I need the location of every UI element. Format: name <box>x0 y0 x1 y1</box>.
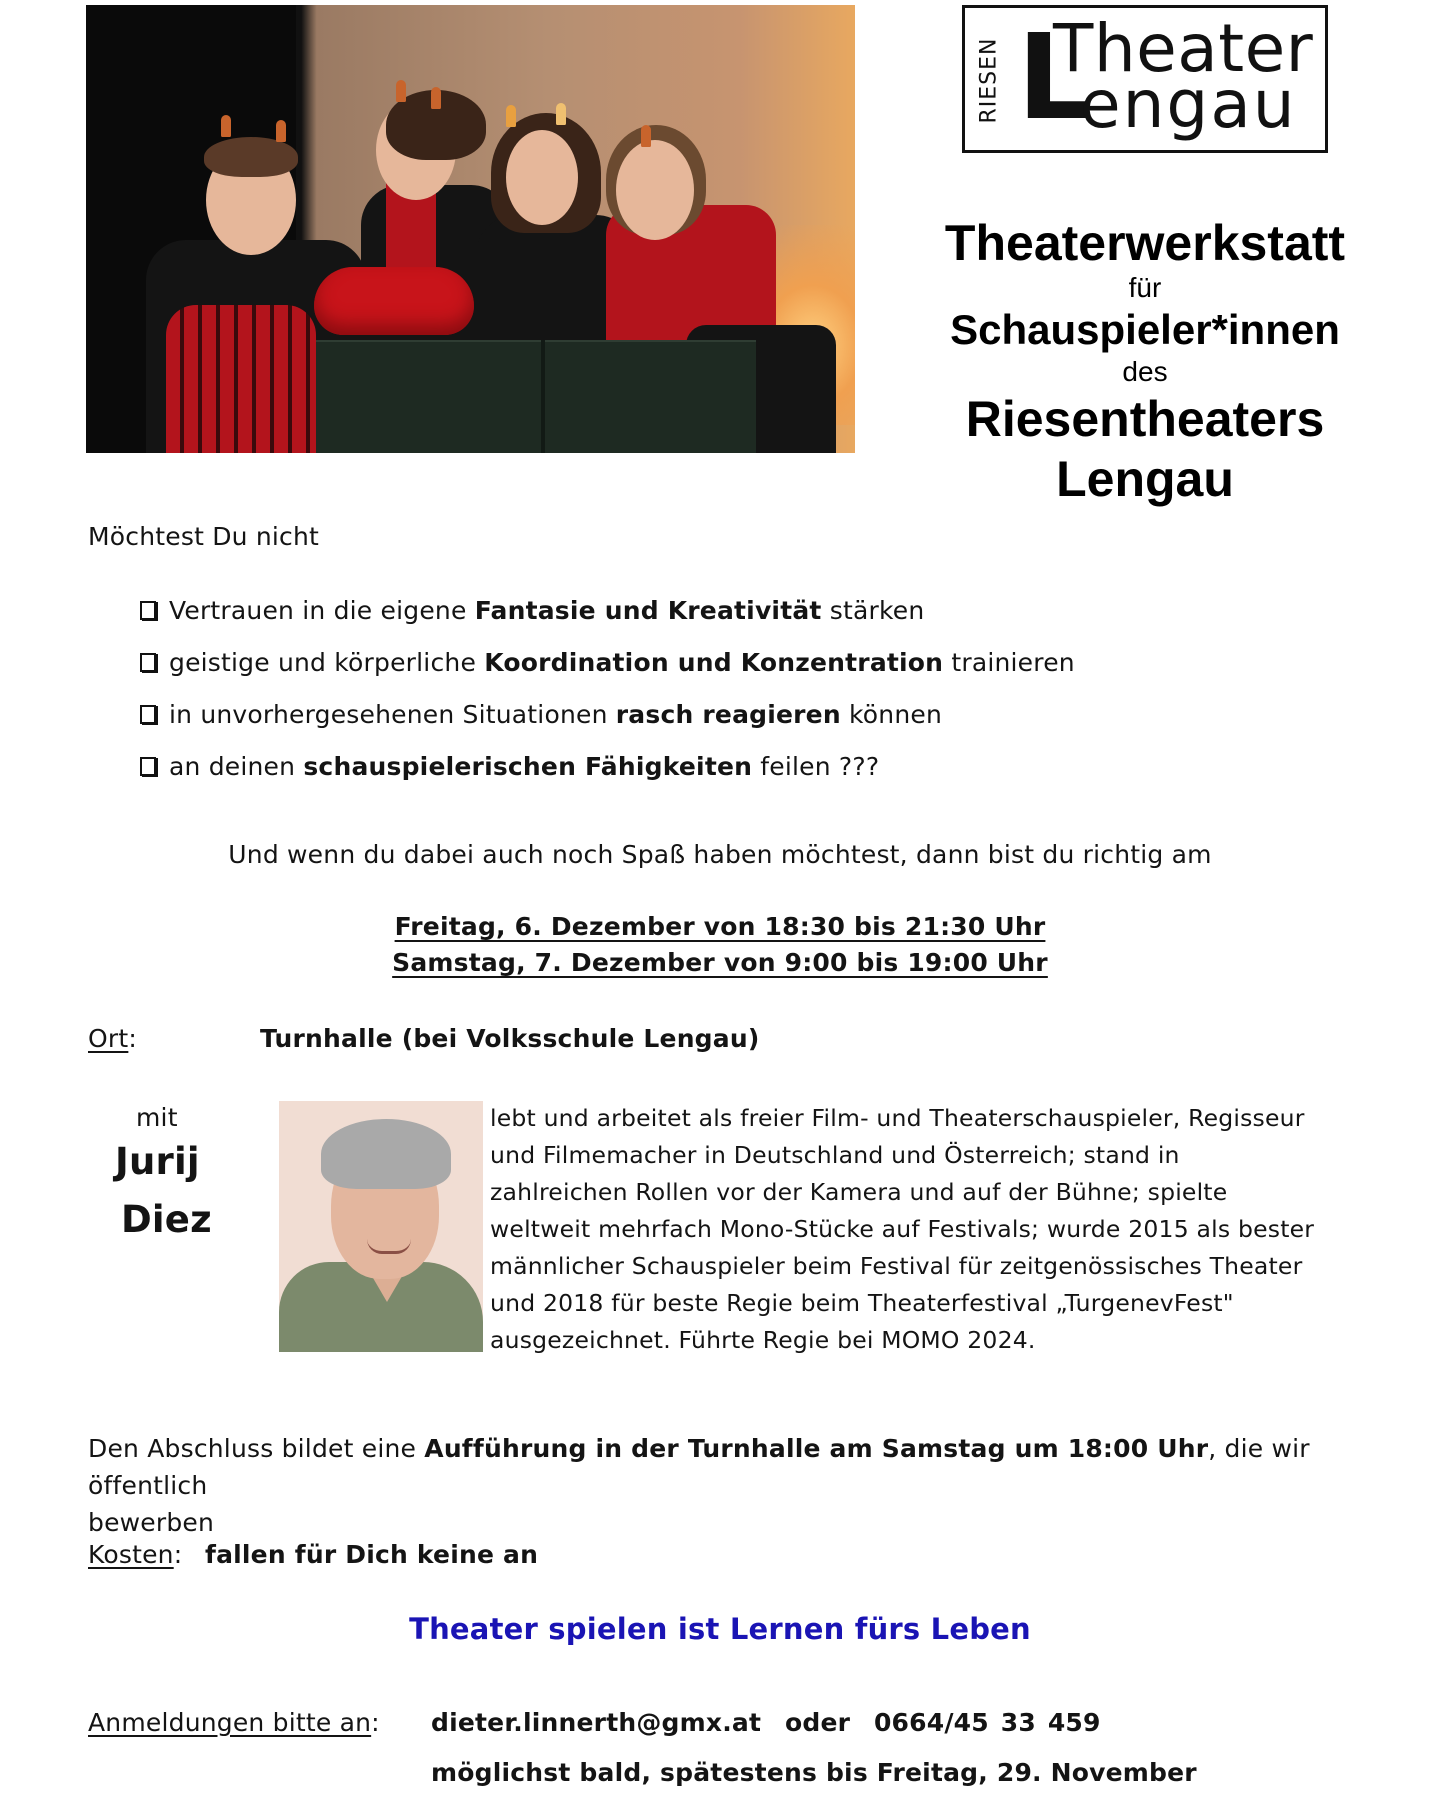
bio-line: ausgezeichnet. Führte Regie bei MOMO 2024. <box>490 1326 1036 1354</box>
title-des: des <box>1122 356 1168 387</box>
benefit-item: in unvorhergesehenen Situationen rasch reagieren können <box>140 700 942 729</box>
trainer-last-name: Diez <box>121 1198 212 1241</box>
trainer-bio <box>490 1100 1370 1359</box>
signup-deadline: möglichst bald, spätestens bis Freitag, 29. November <box>431 1758 1197 1787</box>
checkbox-icon <box>140 757 156 776</box>
bio-line: zahlreichen Rollen vor der Kamera und auf der Bühne; spielte <box>490 1178 1228 1206</box>
title-fuer: für <box>1128 272 1162 303</box>
event-title <box>905 215 1385 509</box>
checkbox-icon <box>140 705 156 724</box>
theater-logo <box>962 5 1328 153</box>
logo-riesen-text: RIESEN <box>976 37 1002 124</box>
checkbox-icon <box>140 601 156 620</box>
location-label: Ort: <box>88 1024 137 1053</box>
fun-line: Und wenn du dabei auch noch Spaß haben möchtest, dann bist du richtig am <box>228 840 1212 869</box>
costs-value: fallen für Dich keine an <box>205 1540 539 1569</box>
benefit-item: an deinen schauspielerischen Fähigkeiten feilen ??? <box>140 752 879 781</box>
bio-line: weltweit mehrfach Mono-Stücke auf Festivals; wurde 2015 als bester <box>490 1215 1315 1243</box>
trainer-photo <box>279 1101 483 1352</box>
title-theater: Riesentheaters <box>965 391 1325 447</box>
checkbox-icon <box>140 653 156 672</box>
red-pillow <box>314 267 474 335</box>
signup-label: Anmeldungen bitte an: <box>88 1708 380 1737</box>
hero-photo <box>86 5 855 453</box>
title-audience: Schauspieler*innen <box>950 306 1340 353</box>
logo-initial: L <box>1017 8 1093 146</box>
trainer-first-name: Jurij <box>115 1140 200 1183</box>
signup-phone[interactable]: 0664/45 33 459 <box>873 1708 1101 1737</box>
title-workshop: Theaterwerkstatt <box>944 215 1346 271</box>
trainer-with: mit <box>136 1103 178 1132</box>
signup-contact <box>431 1708 1101 1737</box>
bio-line: lebt und arbeitet als freier Film- und Theaterschauspieler, Regisseur <box>490 1104 1305 1132</box>
signup-email-link[interactable]: dieter.linnerth@gmx.at <box>431 1708 762 1737</box>
title-place: Lengau <box>1056 451 1234 507</box>
costs-label: Kosten: <box>88 1540 183 1569</box>
schedule-day-2: Samstag, 7. Dezember von 9:00 bis 19:00 Uhr <box>392 948 1048 977</box>
benefit-item: geistige und körperliche Koordination und Konzentration trainieren <box>140 648 1075 677</box>
logo-line-theater: Theater <box>1053 10 1314 87</box>
stage-box <box>316 340 756 453</box>
bio-line: männlicher Schauspieler beim Festival für zeitgenössisches Theater <box>490 1252 1303 1280</box>
bio-line: und 2018 für beste Regie beim Theaterfestival „TurgenevFest" <box>490 1289 1234 1317</box>
intro-question: Möchtest Du nicht <box>88 522 320 551</box>
location-value: Turnhalle (bei Volksschule Lengau) <box>260 1024 760 1053</box>
logo-line-engau: engau <box>1080 66 1297 143</box>
schedule-day-1: Freitag, 6. Dezember von 18:30 bis 21:30 Uhr <box>394 912 1046 941</box>
bio-line: und Filmemacher in Deutschland und Österreich; stand in <box>490 1141 1180 1169</box>
benefit-item: Vertrauen in die eigene Fantasie und Kreativität stärken <box>140 596 924 625</box>
signup-or: oder <box>784 1708 851 1737</box>
closing-performance: Den Abschluss bildet eine Aufführung in der Turnhalle am Samstag um 18:00 Uhr, die wir öffentlich bewerben <box>88 1434 1310 1537</box>
tagline: Theater spielen ist Lernen fürs Leben <box>409 1612 1031 1646</box>
